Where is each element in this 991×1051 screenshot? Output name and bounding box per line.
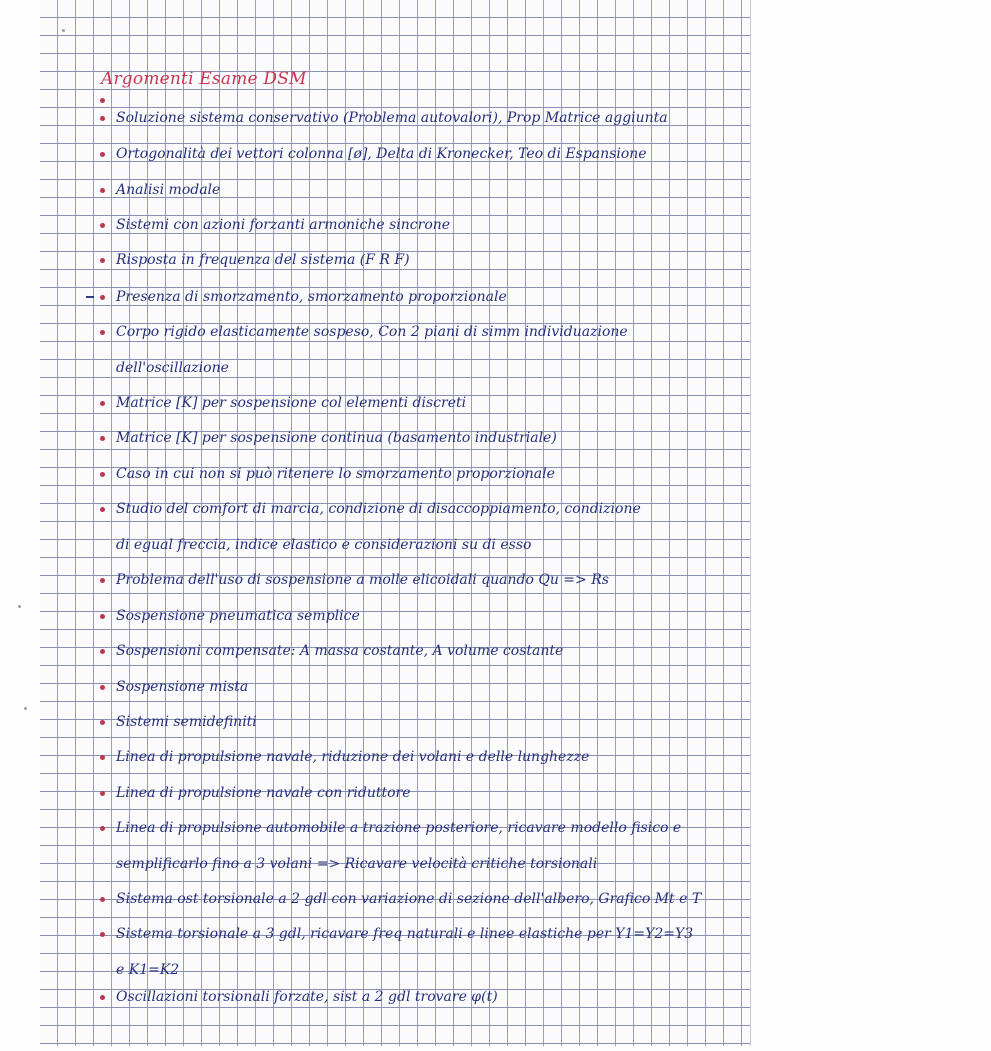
list-item-continuation <box>116 532 531 558</box>
bullet-point <box>100 507 105 512</box>
list-item <box>100 921 693 947</box>
list-item-text: Sistemi semidefiniti <box>116 714 257 730</box>
bullet-point <box>100 258 105 263</box>
list-item-text: e K1=K2 <box>116 962 180 978</box>
list-item-text: Sistemi con azioni forzanti armoniche sincrone <box>116 217 451 233</box>
bullet-point <box>100 649 105 654</box>
list-item <box>100 284 507 310</box>
list-item-text: Soluzione sistema conservativo (Problema autovalori), Prop Matrice aggiunta <box>116 110 668 126</box>
list-item-text: Corpo rigido elasticamente sospeso, Con 2 piani di simm individuazione <box>116 324 628 340</box>
bullet-point <box>100 578 105 583</box>
bullet-point <box>100 98 105 103</box>
scan-speck <box>24 707 27 710</box>
list-item <box>100 247 410 273</box>
list-item-text: Analisi modale <box>116 182 221 198</box>
list-item <box>100 603 360 629</box>
list-item-text: Problema dell'uso di sospensione a molle elicoidali quando Qu => Rs <box>116 572 609 588</box>
bullet-point <box>100 116 105 121</box>
list-item <box>100 177 220 203</box>
list-item <box>100 319 628 345</box>
list-item <box>100 638 563 664</box>
list-item <box>100 496 641 522</box>
list-item <box>100 674 248 700</box>
bullet-point <box>100 295 105 300</box>
bullet-point <box>100 223 105 228</box>
list-item-text: Presenza di smorzamento, smorzamento proporzionale <box>116 289 507 305</box>
list-item <box>100 709 257 735</box>
bullet-point <box>100 472 105 477</box>
bullet-point <box>100 614 105 619</box>
list-item-continuation <box>116 957 179 983</box>
list-item <box>100 461 555 487</box>
list-item-text: Ortogonalità dei vettori colonna [ø], Delta di Kronecker, Teo di Espansione <box>116 146 647 162</box>
list-item-text: Risposta in frequenza del sistema (F R F) <box>116 252 410 268</box>
bullet-point <box>100 188 105 193</box>
list-item <box>100 815 681 841</box>
list-item <box>100 105 668 131</box>
scan-speck <box>62 29 65 32</box>
bullet-point <box>100 932 105 937</box>
list-item <box>100 567 609 593</box>
list-item-text: Sospensione mista <box>116 679 249 695</box>
margin-mark <box>86 296 94 298</box>
list-item-continuation <box>116 851 597 877</box>
list-item <box>100 141 647 167</box>
list-item-text: Sospensione pneumatica semplice <box>116 608 360 624</box>
list-item-text: semplificarlo fino a 3 volani => Ricavare velocità critiche torsionali <box>116 856 598 872</box>
list-item-text: Oscillazioni torsionali forzate, sist a 2 gdl trovare φ(t) <box>116 989 498 1005</box>
list-item <box>100 744 589 770</box>
list-item-text: Sistema torsionale a 3 gdl, ricavare freq naturali e linee elastiche per Y1=Y2=Y3 <box>116 926 694 942</box>
bullet-point <box>100 995 105 1000</box>
bullet-point <box>100 791 105 796</box>
list-item-text: Matrice [K] per sospensione col elementi discreti <box>116 395 467 411</box>
list-item-continuation <box>116 355 229 381</box>
list-item <box>100 886 701 912</box>
bullet-point <box>100 401 105 406</box>
bullet-point <box>100 720 105 725</box>
list-item-text: Linea di propulsione navale con riduttore <box>116 785 411 801</box>
list-item-text: Sospensioni compensate: A massa costante, A volume costante <box>116 643 564 659</box>
list-item-text: Linea di propulsione automobile a trazione posteriore, ricavare modello fisico e <box>116 820 682 836</box>
list-item-text: Caso in cui non si può ritenere lo smorzamento proporzionale <box>116 466 555 482</box>
bullet-point <box>100 330 105 335</box>
list-item <box>100 425 557 451</box>
bullet-point <box>100 755 105 760</box>
list-item-text: Linea di propulsione navale, riduzione dei volani e delle lunghezze <box>116 749 590 765</box>
bullet-point <box>100 152 105 157</box>
list-item-text: Matrice [K] per sospensione continua (basamento industriale) <box>116 430 557 446</box>
bullet-point <box>100 897 105 902</box>
list-item-text: Sistema ost torsionale a 2 gdl con variazione di sezione dell'albero, Grafico Mt e T <box>116 891 702 907</box>
list-item-text: dell'oscillazione <box>116 360 229 376</box>
list-item-text: Studio del comfort di marcia, condizione di disaccoppiamento, condizione <box>116 501 641 517</box>
list-item-text: di egual freccia, indice elastico e considerazioni su di esso <box>116 537 532 553</box>
bullet-point <box>100 685 105 690</box>
list-item <box>100 390 466 416</box>
bullet-point <box>100 826 105 831</box>
bullet-point <box>100 436 105 441</box>
list-item <box>100 212 450 238</box>
scan-speck <box>18 605 21 608</box>
list-item <box>100 984 498 1010</box>
list-item <box>100 780 411 806</box>
page-title: Argomenti Esame DSM <box>101 69 307 89</box>
